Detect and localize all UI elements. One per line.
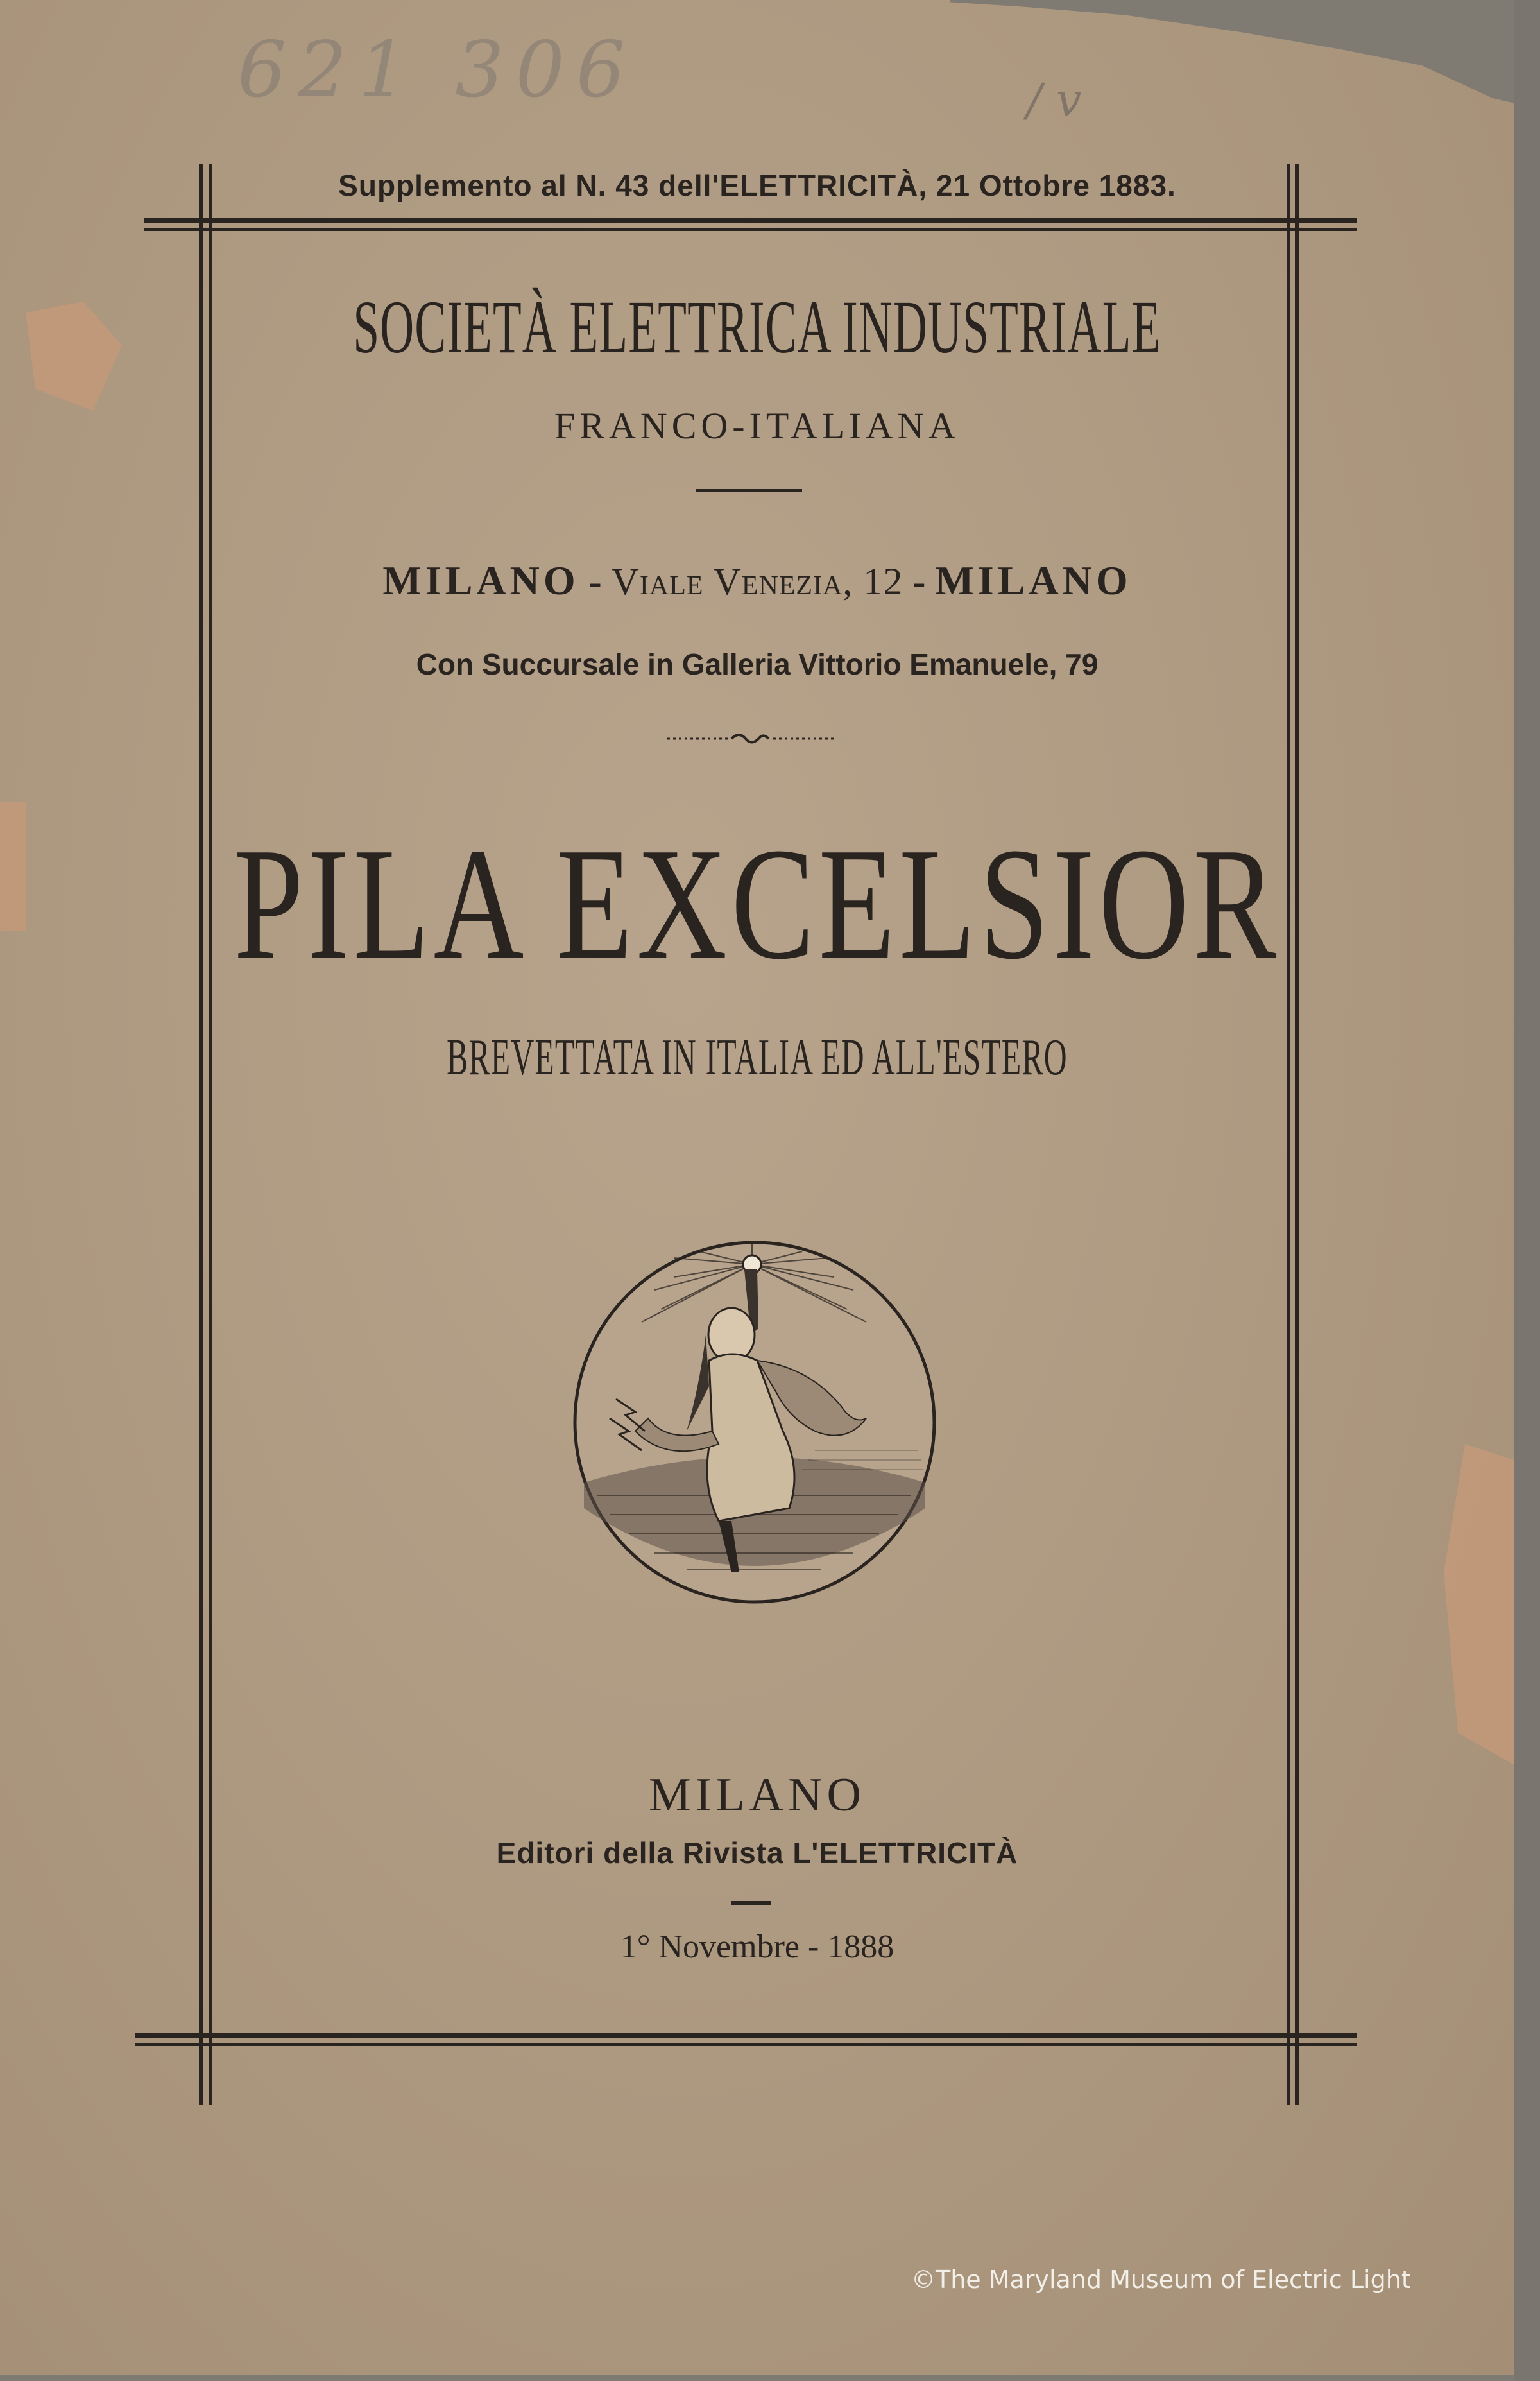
pencil-mark: / v — [1027, 74, 1082, 126]
frame-bottom-rule-1 — [135, 2033, 1357, 2038]
address-separator-right: - — [903, 560, 936, 603]
museum-credit-watermark: ©The Maryland Museum of Electric Light — [911, 2265, 1411, 2294]
divider-short — [696, 489, 802, 492]
torn-patch-left-edge — [0, 802, 26, 931]
supplement-line: Supplemento al N. 43 dell'ELETTRICITÀ, 21 Ottobre 1883. — [338, 169, 1176, 202]
branch-line: Con Succursale in Galleria Vittorio Emanuele, 79 — [416, 648, 1099, 681]
company-name: SOCIETÀ ELETTRICA INDUSTRIALE — [353, 285, 1161, 369]
scan-background-edge — [1514, 0, 1540, 2381]
imprint-city: MILANO — [649, 1769, 866, 1821]
allegorical-figure-emblem — [571, 1239, 938, 1606]
address-street: Viale Venezia, 12 — [611, 560, 903, 603]
main-title: PILA EXCELSIOR — [234, 815, 1281, 993]
address-separator-left: - — [579, 560, 612, 603]
patent-line: BREVETTATA IN ITALIA ED ALL'ESTERO — [447, 1029, 1068, 1086]
frame-bottom-rule-2 — [135, 2043, 1357, 2046]
frame-top-rule-2 — [144, 228, 1357, 231]
address-city-right: MILANO — [935, 558, 1132, 603]
divider-imprint — [732, 1901, 771, 1905]
company-subtitle: FRANCO-ITALIANA — [554, 405, 960, 447]
inventory-number: 621 306 — [237, 26, 637, 115]
ornament-divider — [667, 728, 834, 748]
imprint-date: 1° Novembre - 1888 — [620, 1929, 894, 1965]
address-city-left: MILANO — [382, 558, 579, 603]
company-address — [0, 557, 1514, 605]
frame-top-rule-1 — [144, 218, 1357, 223]
imprint-publisher: Editori della Rivista L'ELETTRICITÀ — [496, 1836, 1018, 1870]
